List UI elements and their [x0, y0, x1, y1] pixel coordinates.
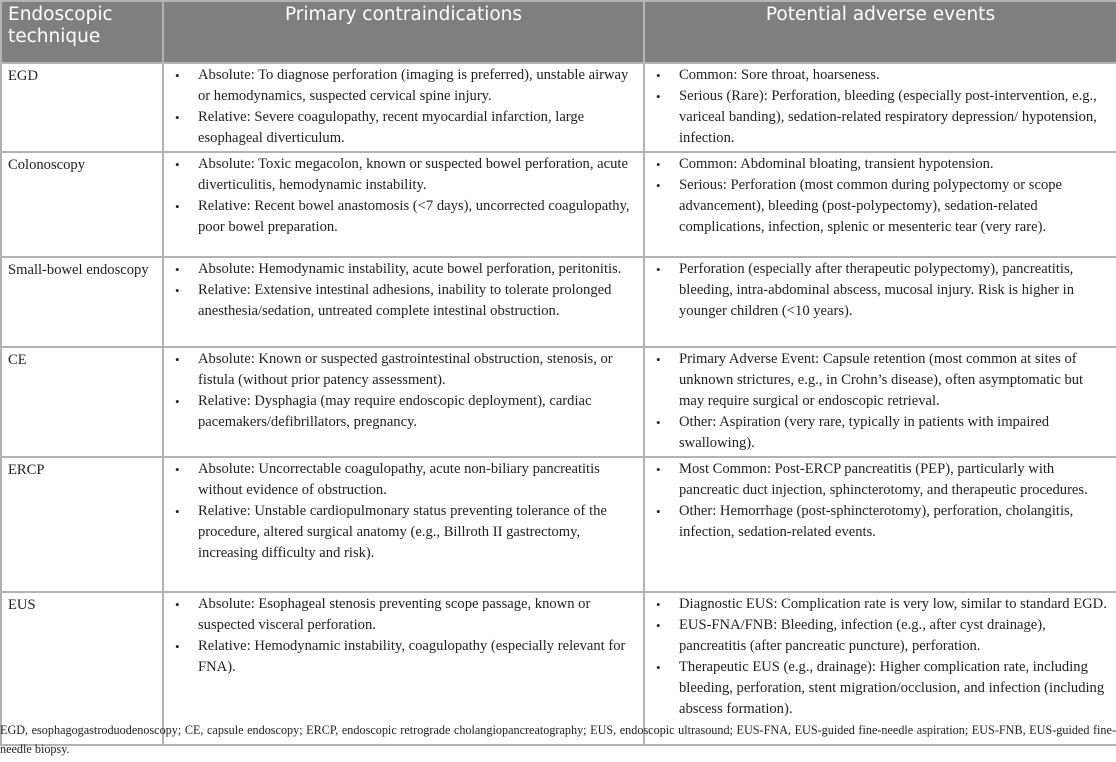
list-item: • Relative: Hemodynamic instability, coagulopathy (especially relevant for FNA).	[170, 636, 637, 678]
adverse-events-cell	[644, 152, 1116, 257]
header-contraindications: Primary contraindications	[163, 1, 644, 63]
list-item: • EUS-FNA/FNB: Bleeding, infection (e.g., after cyst drainage), pancreatitis (after pancreatic puncture), perforation.	[651, 615, 1110, 657]
technique-cell: Colonoscopy	[1, 152, 163, 257]
list-item: • Common: Abdominal bloating, transient hypotension.	[651, 154, 1110, 175]
list-item: • Absolute: Hemodynamic instability, acute bowel perforation, peritonitis.	[170, 259, 637, 280]
list-item: • Other: Hemorrhage (post-sphincterotomy), perforation, cholangitis, infection, sedation-related events.	[651, 501, 1110, 543]
list-item: • Perforation (especially after therapeutic polypectomy), pancreatitis, bleeding, intra-abdominal abscess, mucosal injury. Risk is higher in younger children (<10 years).	[651, 259, 1110, 322]
table-row-ce	[1, 347, 1116, 457]
header-adverse-events: Potential adverse events	[644, 1, 1116, 63]
list-item: • Absolute: To diagnose perforation (imaging is preferred), unstable airway or hemodynamics, suspected cervical spine injury.	[170, 65, 637, 107]
contraindications-cell	[163, 257, 644, 347]
table-header-row	[1, 1, 1116, 63]
list-item: • Relative: Severe coagulopathy, recent myocardial infarction, large esophageal diverticulum.	[170, 107, 637, 149]
list-item: • Absolute: Esophageal stenosis preventing scope passage, known or suspected visceral perforation.	[170, 594, 637, 636]
technique-cell: EGD	[1, 63, 163, 152]
list-item: • Serious (Rare): Perforation, bleeding (especially post-intervention, e.g., variceal banding), sedation-related respiratory depression/ hypotension, infection.	[651, 86, 1110, 149]
list-item: • Therapeutic EUS (e.g., drainage): Higher complication rate, including bleeding, perforation, stent migration/occlusion, and infection (including abscess formation).	[651, 657, 1110, 720]
list-item: • Other: Aspiration (very rare, typically in patients with impaired swallowing).	[651, 412, 1110, 454]
technique-cell: Small-bowel endoscopy	[1, 257, 163, 347]
table-row-small-bowel-endoscopy	[1, 257, 1116, 347]
header-technique: Endoscopic technique	[1, 1, 163, 63]
adverse-events-cell	[644, 347, 1116, 457]
technique-cell: CE	[1, 347, 163, 457]
contraindications-cell	[163, 63, 644, 152]
table-row-egd	[1, 63, 1116, 152]
list-item: • Absolute: Uncorrectable coagulopathy, acute non-biliary pancreatitis without evidence of obstruction.	[170, 459, 637, 501]
table-row-ercp	[1, 457, 1116, 592]
list-item: • Relative: Unstable cardiopulmonary status preventing tolerance of the procedure, altered surgical anatomy (e.g., Billroth II gastrectomy, increasing difficulty and risk).	[170, 501, 637, 564]
technique-cell: EUS	[1, 592, 163, 745]
list-item: • Relative: Extensive intestinal adhesions, inability to tolerate prolonged anesthesia/sedation, untreated complete intestinal obstruction.	[170, 280, 637, 322]
list-item: • Relative: Dysphagia (may require endoscopic deployment), cardiac pacemakers/defibrillators, pregnancy.	[170, 391, 637, 433]
list-item: • Common: Sore throat, hoarseness.	[651, 65, 1110, 86]
list-item: • Diagnostic EUS: Complication rate is very low, similar to standard EGD.	[651, 594, 1110, 615]
list-item: • Relative: Recent bowel anastomosis (<7 days), uncorrected coagulopathy, poor bowel preparation.	[170, 196, 637, 238]
list-item: • Serious: Perforation (most common during polypectomy or scope advancement), bleeding (post-polypectomy), sedation-related complications, infection, splenic or mesenteric tear (very rare).	[651, 175, 1110, 238]
technique-cell: ERCP	[1, 457, 163, 592]
adverse-events-cell	[644, 257, 1116, 347]
adverse-events-cell	[644, 457, 1116, 592]
list-item: • Absolute: Known or suspected gastrointestinal obstruction, stenosis, or fistula (without prior patency assessment).	[170, 349, 637, 391]
contraindications-cell	[163, 347, 644, 457]
list-item: • Most Common: Post-ERCP pancreatitis (PEP), particularly with pancreatic duct injection, sphincterotomy, and therapeutic procedures.	[651, 459, 1110, 501]
list-item: • Absolute: Toxic megacolon, known or suspected bowel perforation, acute diverticulitis, hemodynamic instability.	[170, 154, 637, 196]
adverse-events-cell	[644, 63, 1116, 152]
table-footnote: EGD, esophagogastroduodenoscopy; CE, capsule endoscopy; ERCP, endoscopic retrograde cholangiopancreatography; EUS, endoscopic ultrasound; EUS-FNA, EUS-guided fine-needle aspiration; EUS-FNB, EUS-guided fine-needle biopsy.	[0, 723, 1116, 756]
contraindications-cell	[163, 152, 644, 257]
contraindications-cell	[163, 457, 644, 592]
list-item: • Primary Adverse Event: Capsule retention (most common at sites of unknown strictures, e.g., in Crohn’s disease), often asymptomatic but may require surgical or endoscopic retrieval.	[651, 349, 1110, 412]
table-row-colonoscopy	[1, 152, 1116, 257]
